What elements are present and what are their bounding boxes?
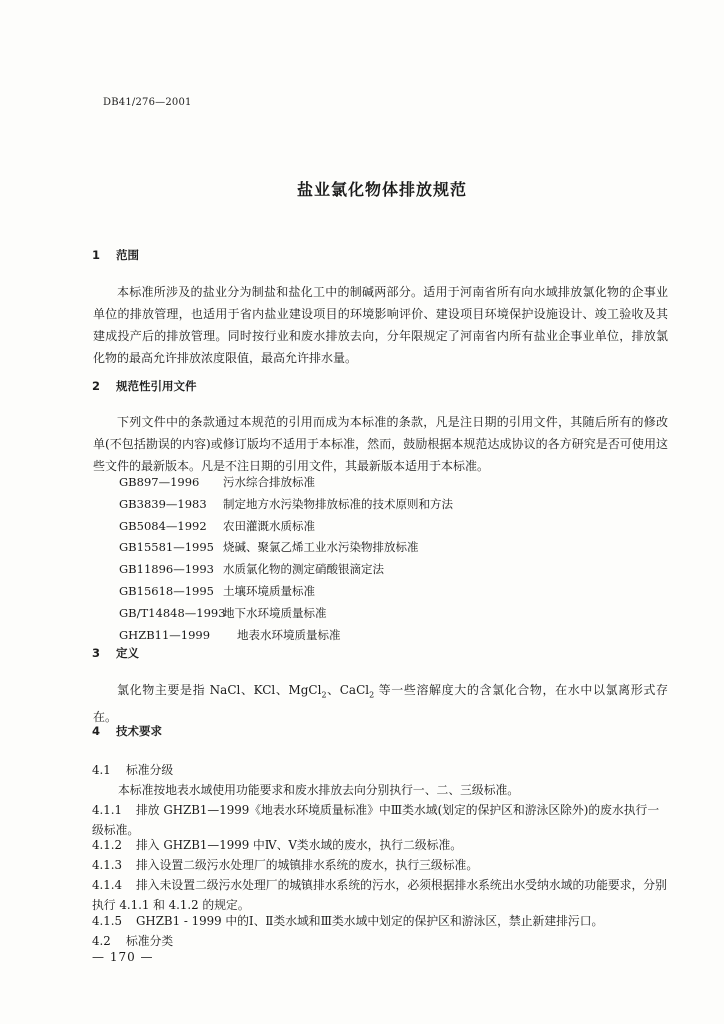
clause-text: 排放 GHZB1—1999《地表水环境质量标准》中Ⅲ类水域(划定的保护区和游泳区除外)的废水执行一级标准。: [92, 803, 660, 837]
section-1-title: 范围: [116, 248, 139, 262]
reference-item: [119, 472, 453, 494]
reference-name: 烧碱、聚氯乙烯工业水污染物排放标准: [223, 540, 419, 555]
section-3-title: 定义: [116, 646, 139, 660]
clause-number: 4.2: [92, 934, 111, 948]
section-2-heading: [92, 378, 197, 394]
reference-code: GB5084—1992: [119, 518, 207, 533]
clause-text: 本标准按地表水域使用功能要求和废水排放去向分别执行一、二、三级标准。: [118, 783, 520, 797]
reference-item: [119, 537, 453, 559]
reference-code: GB897—1996: [119, 475, 200, 489]
section-2-title: 规范性引用文件: [116, 379, 197, 393]
reference-code: GB3839—1983: [119, 496, 207, 511]
clause-number: 4.1.4: [92, 878, 123, 892]
clause-text: 排入未设置二级污水处理厂的城镇排水系统的污水，必须根据排水系统出水受纳水域的功能要求，分别执行 4.1.1 和 4.1.2 的规定。: [92, 878, 667, 912]
reference-name: 污水综合排放标准: [223, 475, 315, 489]
clause-4-2: [92, 931, 670, 951]
section-1-paragraph: [93, 281, 668, 369]
reference-item: [119, 625, 453, 647]
reference-name: 地下水环境质量标准: [223, 605, 327, 620]
clause-text: 排入设置二级污水处理厂的城镇排水系统的废水，执行三级标准。: [136, 858, 479, 872]
clause-text: 标准分类: [126, 934, 174, 948]
clause-number: 4.1.1: [92, 803, 123, 817]
reference-item: [119, 603, 453, 625]
definition-text-post: 等一些溶解度大的含氯化合物，在水中以氯离形式存在。: [93, 683, 668, 725]
section-3-heading: [92, 645, 139, 661]
reference-list: [119, 472, 453, 646]
clause-4-1-4: [92, 875, 670, 915]
clause-4-1-3: [92, 855, 670, 875]
document-title: 盐业氯化物体排放规范: [296, 180, 467, 199]
section-4-heading: [92, 723, 162, 739]
page-number: — 170 —: [92, 950, 154, 964]
clause-number: 4.1.3: [92, 858, 123, 872]
section-3-number: 3: [92, 646, 101, 660]
reference-name: 地表水环境质量标准: [237, 627, 341, 642]
reference-name: 水质氯化物的测定硝酸银滴定法: [223, 562, 384, 577]
clause-text: 排入 GHZB1—1999 中Ⅳ、Ⅴ类水域的废水，执行二级标准。: [136, 838, 463, 852]
reference-item: [119, 516, 453, 538]
section-2-text: 下列文件中的条款通过本规范的引用而成为本标准的条款，凡是注日期的引用文件，其随后所有的修改单(不包括勘误的内容)或修订版均不适用于本标准，然而，鼓励根据本规范达成协议的各方研究是否可使用这些文件的最新版本。凡是不注日期的引用文件，其最新版本适用于本标准。: [93, 415, 668, 473]
clause-number: 4.1: [92, 763, 111, 777]
reference-code: GB15581—1995: [119, 540, 214, 555]
definition-text-pre: 氯化物主要是指 NaCl、KCl、MgCl: [117, 683, 322, 697]
clause-number: 4.1.2: [92, 838, 123, 852]
reference-code: GB/T14848—1993: [119, 605, 226, 620]
subscript: 2: [369, 690, 375, 700]
clause-number: 4.1.5: [92, 914, 123, 928]
clause-4-1-intro: [92, 780, 670, 800]
document-code: DB41/276—2001: [103, 97, 192, 108]
section-4-title: 技术要求: [116, 724, 162, 738]
clause-text: GHZB1 - 1999 中的Ⅰ、Ⅱ类水域和Ⅲ类水域中划定的保护区和游泳区，禁止新建排污口。: [136, 914, 604, 928]
reference-name: 农田灌溉水质标准: [223, 518, 315, 533]
section-2-paragraph: [93, 411, 668, 477]
clause-4-1-2: [92, 835, 670, 855]
reference-item: [119, 494, 453, 516]
subscript: 2: [321, 690, 327, 700]
reference-item: [119, 581, 453, 603]
reference-name: 土壤环境质量标准: [223, 583, 315, 598]
section-1-text: 本标准所涉及的盐业分为制盐和盐化工中的制碱两部分。适用于河南省所有向水域排放氯化物的企事业单位的排放管理，也适用于省内盐业建设项目的环境影响评价、建设项目环境保护设施设计、竣工验收及其建成投产后的排放管理。同时按行业和废水排放去向，分年限规定了河南省内所有盐业企事业单位，排放氯化物的最高允许排放浓度限值，最高允许排水量。: [93, 285, 668, 365]
definition-text-mid: 、CaCl: [326, 683, 370, 697]
clause-text: 标准分级: [126, 763, 174, 777]
reference-code: GB15618—1995: [119, 583, 214, 598]
reference-item: [119, 559, 453, 581]
reference-code: GB11896—1993: [119, 562, 214, 577]
section-3-text: [93, 679, 668, 728]
section-4-number: 4: [92, 724, 101, 738]
clause-4-1: [92, 760, 670, 780]
section-1-heading: [92, 247, 139, 263]
section-2-number: 2: [92, 379, 101, 393]
clause-4-1-1: [92, 800, 670, 840]
reference-name: 制定地方水污染物排放标准的技术原则和方法: [223, 496, 453, 511]
section-1-number: 1: [92, 248, 101, 262]
section-3-paragraph: [93, 679, 668, 728]
reference-code: GHZB11—1999: [119, 627, 211, 642]
clause-4-1-5: [92, 911, 670, 931]
